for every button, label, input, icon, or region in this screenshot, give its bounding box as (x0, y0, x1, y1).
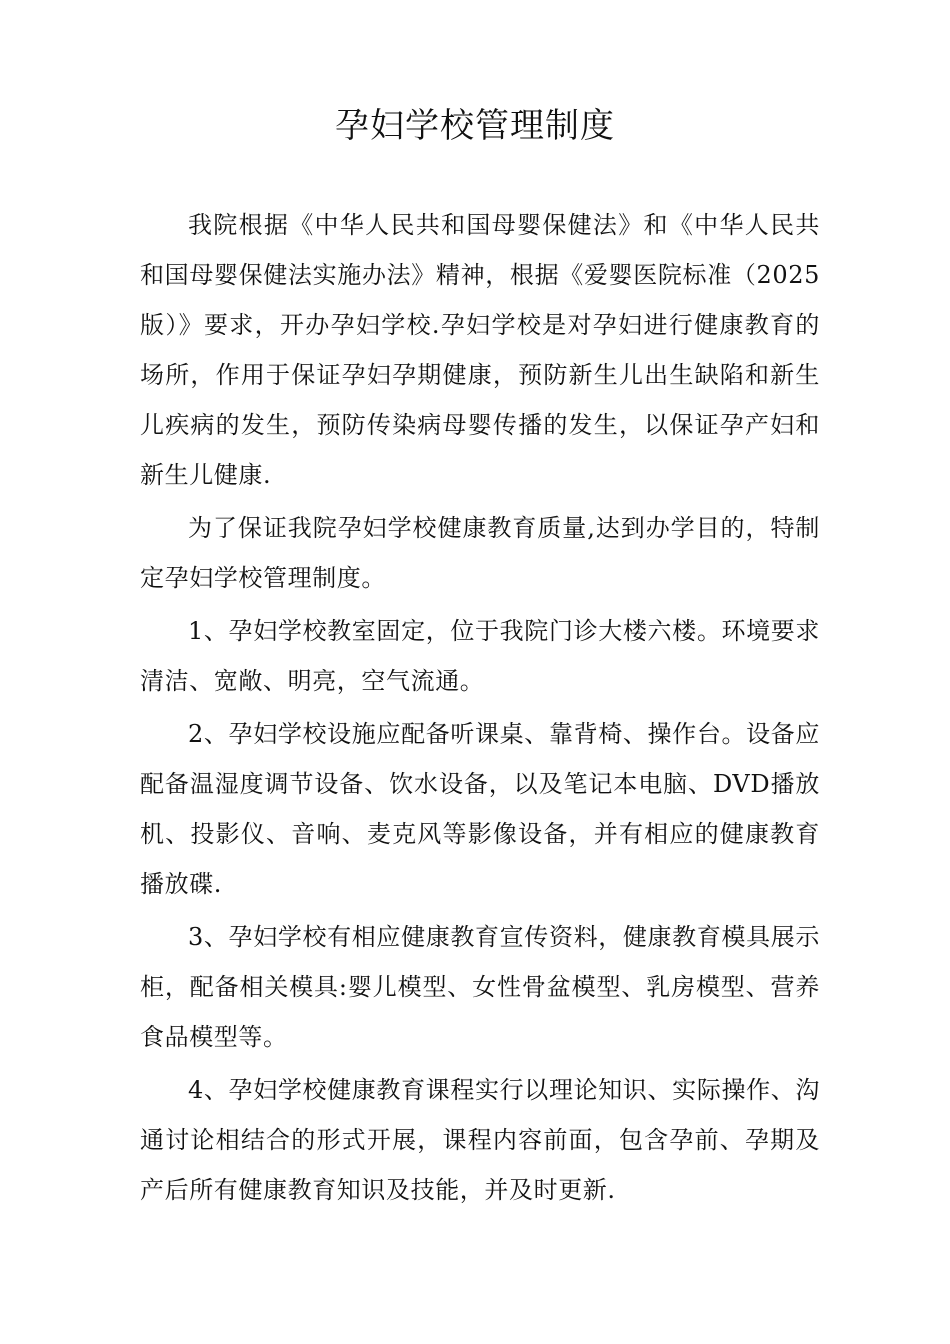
paragraph-purpose: 为了保证我院孕妇学校健康教育质量,达到办学目的，特制定孕妇学校管理制度。 (140, 514, 820, 592)
paragraph-rule-2: 2、孕妇学校设施应配备听课桌、靠背椅、操作台。设备应配备温湿度调节设备、饮水设备，以及笔记本电脑、DVD播放机、投影仪、音响、麦克风等影像设备，并有相应的健康教育播放碟. (140, 720, 820, 898)
document-body (140, 200, 820, 1218)
document-title: 孕妇学校管理制度 (335, 106, 615, 146)
paragraph-rule-1: 1、孕妇学校教室固定，位于我院门诊大楼六楼。环境要求清洁、宽敞、明亮，空气流通。 (140, 617, 820, 695)
paragraph-rule-4: 4、孕妇学校健康教育课程实行以理论知识、实际操作、沟通讨论相结合的形式开展，课程内容前面，包含孕前、孕期及产后所有健康教育知识及技能，并及时更新. (140, 1076, 820, 1204)
paragraph-intro: 我院根据《中华人民共和国母婴保健法》和《中华人民共和国母婴保健法实施办法》精神，根据《爱婴医院标准（2025版）》要求，开办孕妇学校.孕妇学校是对孕妇进行健康教育的场所，作用于保证孕妇孕期健康，预防新生儿出生缺陷和新生儿疾病的发生，预防传染病母婴传播的发生，以保证孕产妇和新生儿健康. (140, 211, 820, 489)
paragraph-rule-3: 3、孕妇学校有相应健康教育宣传资料，健康教育模具展示柜，配备相关模具:婴儿模型、女性骨盆模型、乳房模型、营养食品模型等。 (140, 923, 820, 1051)
